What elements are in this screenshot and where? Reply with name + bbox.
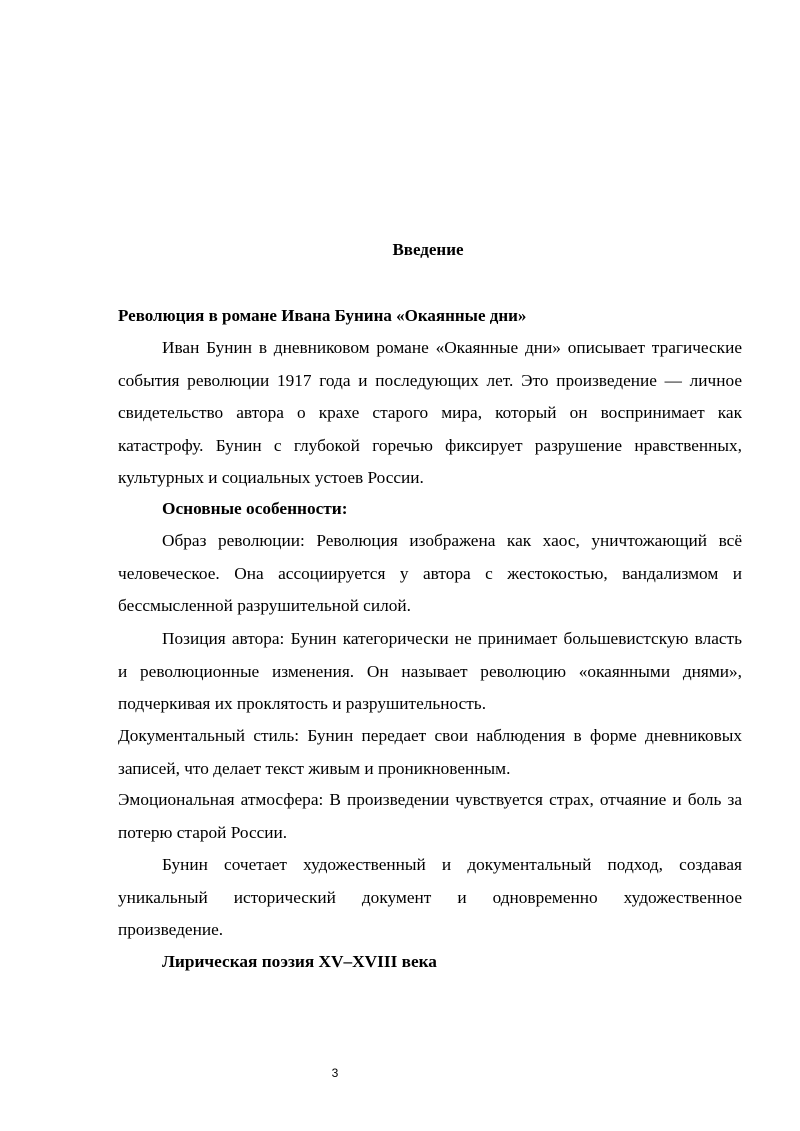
features-heading: Основные особенности: bbox=[162, 499, 348, 518]
paragraph-intro: Иван Бунин в дневниковом романе «Окаянные дни» описывает трагические события революции 1917 года и последующих лет. Это произведение — личное свидетельство автора о крахе старого мира, который он воспринимает как катастрофу. Бунин с глубокой горечью фиксирует разрушение нравственных, культурных и социальных устоев России. bbox=[118, 338, 742, 487]
page-title: Введение bbox=[392, 240, 464, 259]
paragraph-documentary-style: Документальный стиль: Бунин передает свои наблюдения в форме дневниковых записей, что делает текст живым и проникновенным. bbox=[118, 726, 742, 778]
page-number: 3 bbox=[331, 1066, 339, 1080]
paragraph-conclusion: Бунин сочетает художественный и документальный подход, создавая уникальный исторический документ и одновременно художественное произведение. bbox=[118, 855, 742, 939]
section-heading: Революция в романе Ивана Бунина «Окаянные дни» bbox=[118, 306, 527, 325]
paragraph-revolution-image: Образ революции: Революция изображена как хаос, уничтожающий всё человеческое. Она ассоциируется у автора с жестокостью, вандализмом и бессмысленной разрушительной силой. bbox=[118, 531, 742, 615]
next-section-heading: Лирическая поэзия XV–XVIII века bbox=[162, 952, 437, 971]
paragraph-emotional-atmosphere: Эмоциональная атмосфера: В произведении чувствуется страх, отчаяние и боль за потерю старой России. bbox=[118, 790, 742, 842]
paragraph-author-position: Позиция автора: Бунин категорически не принимает большевистскую власть и революционные изменения. Он называет революцию «окаянными днями», подчеркивая их проклятость и разрушительность. bbox=[118, 629, 742, 713]
